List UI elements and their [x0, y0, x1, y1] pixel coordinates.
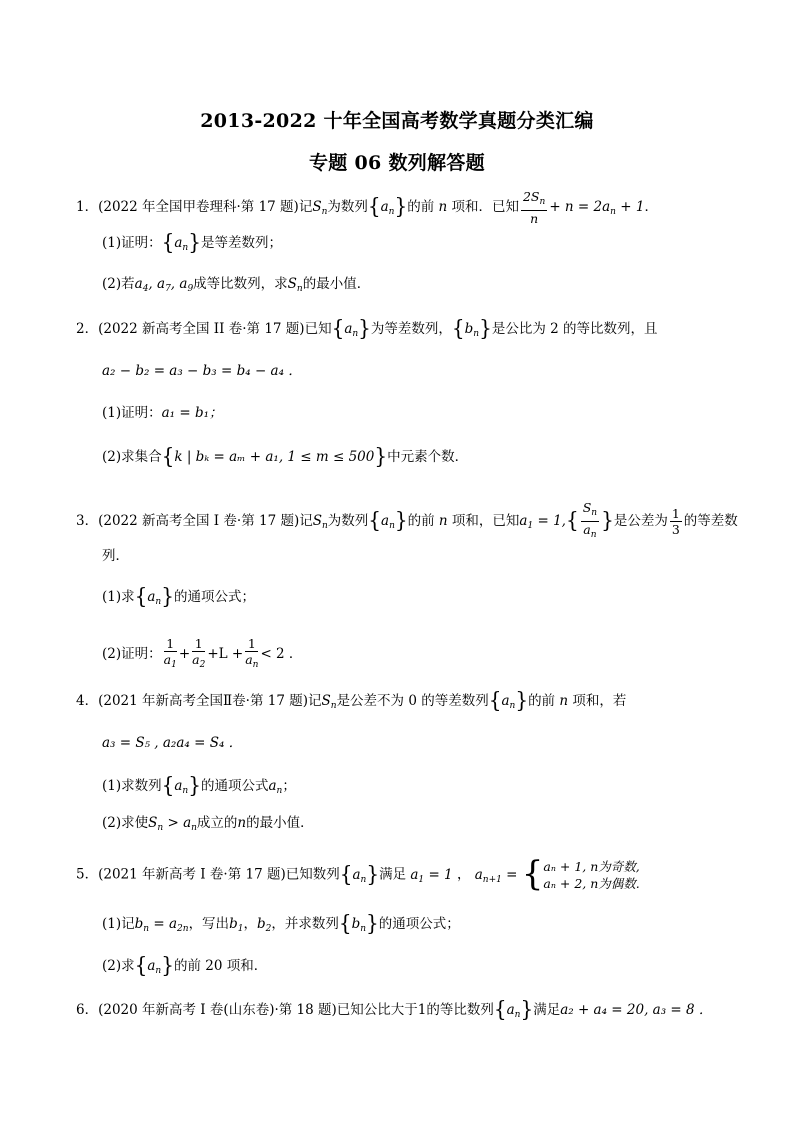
- problem-6-stem: 6．(2020 年新高考 I 卷(山东卷)·第 18 题)已知公比大于1的等比数列$\{a_n\}$满足a₂ + a₄ = 20, a₃ = 8 ．: [76, 996, 713, 1022]
- problem-2-stem: 2．(2022 新高考全国 II 卷·第 17 题)已知$\{a_n\}$为等差数列，$\{b_n\}$是公比为 2 的等比数列，且: [76, 315, 658, 341]
- problem-5-stem: 5．(2021 年新高考 I 卷·第 17 题)已知数列$\{a_n\}$满足 $a_1 = 1$ ， $a_{n+1}$ = { aₙ + 1, n为奇数, aₙ + 2, n为偶数.: [76, 853, 640, 894]
- problem-3-part-2: (2)证明： $\frac{1}{a_1}$ + $\frac{1}{a_2}$ +L + $\frac{1}{a_n}$ < 2 ．: [102, 636, 303, 670]
- problem-4-part-2: (2)求使$S_n > a_n$成立的n的最小值．: [102, 815, 314, 833]
- problem-2-part-2: (2)求集合{k | bₖ = aₘ + a₁, 1 ≤ m ≤ 500}中元素个数．: [102, 443, 469, 469]
- problem-5-part-1: (1)记$b_n = a_{2n}$，写出$b_1$，$b_2$，并求数列$\{b_n\}$的通项公式；: [102, 910, 460, 936]
- problem-3-stem: 3．(2022 新高考全国 I 卷·第 17 题)记$S_n$为数列$\{a_n\}$的前 n 项和，已知$a_1 = 1$,{ $\frac{S_n}{a_n}$ }是公差为 $\frac{1}{3}$ 的等差数: [76, 500, 738, 540]
- problem-2-part-1: (1)证明：a₁ = b₁；: [102, 405, 223, 421]
- problem-4-part-1: (1)求数列$\{a_n\}$的通项公式$a_n$；: [102, 772, 296, 798]
- problem-1-stem: 1．(2022 年全国甲卷理科·第 17 题)记$S_n$为数列$\{a_n\}$的前 n 项和．已知 $\frac{2S_n}{n}$ + $n = 2a_n + 1$．: [76, 189, 658, 226]
- problem-1-part-2: (2)若$a_4$, $a_7$, $a_9$成等比数列，求$S_n$的最小值．: [102, 276, 371, 294]
- page-title: 2013-2022 十年全国高考数学真题分类汇编: [200, 110, 594, 132]
- problem-1-part-1: (1)证明：$\{a_n\}$是等差数列；: [102, 229, 282, 255]
- problem-3-part-1: (1)求$\{a_n\}$的通项公式；: [102, 583, 255, 609]
- page-subtitle: 专题 06 数列解答题: [309, 152, 485, 174]
- problem-2-equation: a₂ − b₂ = a₃ − b₃ = b₄ − a₄ ．: [102, 363, 302, 379]
- problem-3-continuation: 列．: [102, 548, 129, 564]
- problem-5-part-2: (2)求$\{a_n\}$的前 20 项和．: [102, 952, 268, 978]
- problem-4-stem: 4．(2021 年新高考全国Ⅱ卷·第 17 题)记$S_n$是公差不为 0 的等差数列$\{a_n\}$的前 n 项和，若: [76, 687, 627, 713]
- problem-4-equation: a₃ = S₅ , a₂a₄ = S₄ ．: [102, 735, 243, 751]
